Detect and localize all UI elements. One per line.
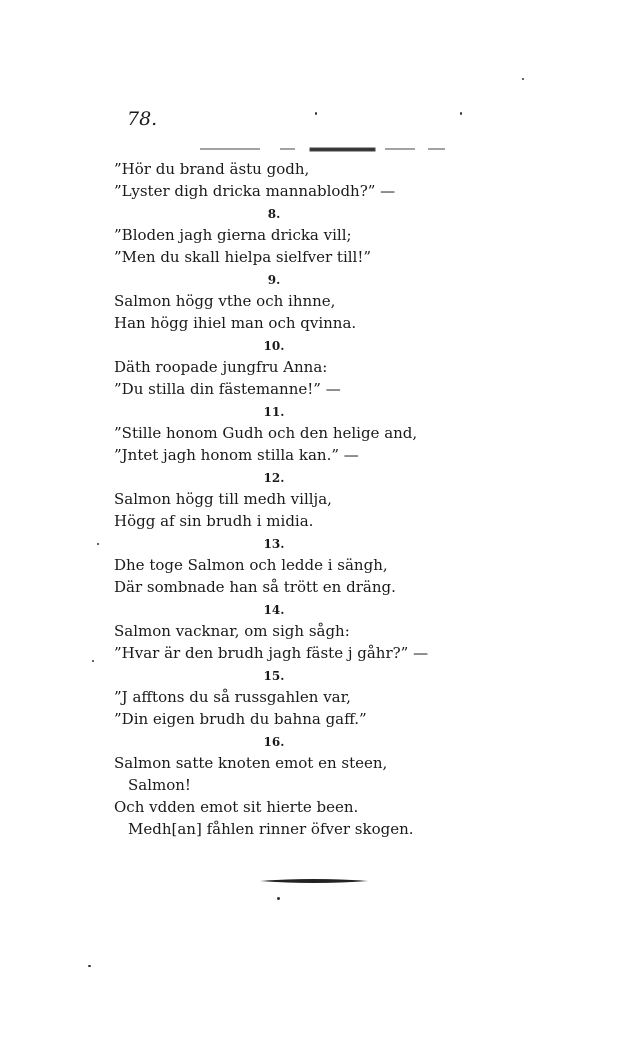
verse-line: Salmon högg till medh villja, — [114, 490, 332, 508]
stanza-number: 11. — [263, 405, 285, 419]
verse-line: Salmon vacknar, om sigh sågh: — [114, 622, 350, 640]
ornament-rule-bottom — [260, 878, 368, 884]
page-number: 78. — [127, 108, 158, 130]
verse-line: ”Stille honom Gudh och den helige and, — [114, 424, 418, 442]
verse-line: Salmon högg vthe och ihnne, — [114, 292, 336, 310]
stanza-11 — [114, 400, 434, 466]
print-speck — [522, 78, 524, 80]
verse-line: ”J afftons du så russgahlen var, — [114, 688, 351, 706]
stanza-number: 14. — [263, 603, 285, 617]
stanza-9 — [114, 268, 434, 334]
stanza-10 — [114, 334, 434, 400]
stanza-13 — [114, 532, 434, 598]
stanza-number: 13. — [263, 537, 285, 551]
verse-line: ”Lyster digh dricka mannablodh?” — — [114, 182, 396, 200]
refrain-line: Medh[an] fåhlen rinner öfver skogen. — [128, 820, 414, 838]
verse-line: ”Hvar är den brudh jagh fäste j gåhr?” — — [114, 644, 429, 662]
stanza-14 — [114, 598, 434, 664]
verse-line: Salmon satte knoten emot en steen, — [114, 754, 388, 772]
verse-line: ”Du stilla din fästemanne!” — — [114, 380, 341, 398]
ornament-rule-top — [200, 146, 445, 152]
print-speck — [97, 543, 99, 545]
stanza-7 — [114, 158, 434, 202]
print-speck — [315, 112, 317, 115]
verse-line: Och vdden emot sit hierte been. — [114, 798, 359, 816]
stanza-15 — [114, 664, 434, 730]
print-speck — [460, 112, 462, 115]
verse-line: ”Men du skall hielpa sielfver till!” — [114, 248, 372, 266]
stanza-12 — [114, 466, 434, 532]
verse-line: ”Bloden jagh gierna dricka vill; — [114, 226, 352, 244]
stanza-number: 12. — [263, 471, 285, 485]
stanza-16 — [114, 730, 434, 840]
verse-line: Dhe toge Salmon och ledde i sängh, — [114, 556, 388, 574]
refrain-line: Salmon! — [128, 776, 191, 794]
stanza-number: 8. — [267, 207, 281, 221]
print-speck — [92, 660, 94, 662]
stanza-number: 16. — [263, 735, 285, 749]
verse-line: ”Jntet jagh honom stilla kan.” — — [114, 446, 359, 464]
stanza-number: 9. — [267, 273, 281, 287]
verse-line: Han högg ihiel man och qvinna. — [114, 314, 357, 332]
verse-line: Högg af sin brudh i midia. — [114, 512, 314, 530]
verse-line: Däth roopade jungfru Anna: — [114, 358, 328, 376]
stanza-8 — [114, 202, 434, 268]
stanza-number: 15. — [263, 669, 285, 683]
print-speck — [88, 965, 91, 967]
verse-line: ”Hör du brand ästu godh, — [114, 160, 310, 178]
stanza-number: 10. — [263, 339, 285, 353]
poem — [114, 158, 434, 840]
verse-line: ”Din eigen brudh du bahna gaff.” — [114, 710, 367, 728]
print-speck — [277, 897, 280, 900]
verse-line: Där sombnade han så trött en dräng. — [114, 578, 396, 596]
